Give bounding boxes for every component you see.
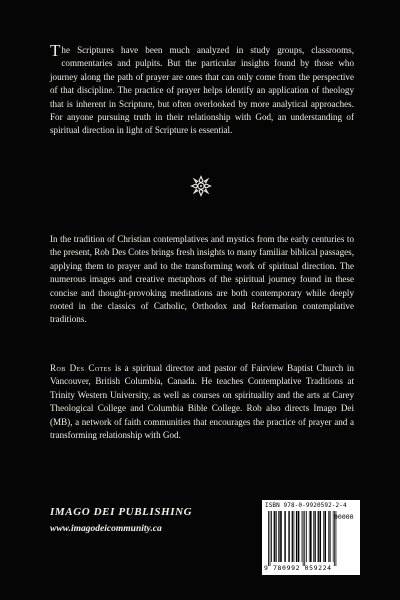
barcode-bar — [313, 511, 314, 562]
barcode-bar — [324, 511, 326, 562]
isbn-barcode — [262, 500, 360, 575]
price-code: 90000 — [334, 513, 354, 521]
barcode-bar — [296, 511, 297, 562]
tradition-paragraph: In the tradition of Christian contemplatives and mystics from the early centuries to the present, Rob Des Cotes brings fresh insights to many familiar biblical passages, applying them to prayer and to the transforming work of spiritual direction. The numerous images and creative metaphors of the spiritual journey found in these concise and thought-provoking meditations are both contemporary while deeply rooted in the classics of Catholic, Orthodox and Reformation contemplative traditions. — [50, 234, 354, 325]
isbn-label: ISBN 978-0-9920592-2-4 — [265, 502, 347, 509]
barcode-bar — [289, 511, 290, 562]
barcode-bar — [271, 511, 272, 562]
barcode-bar — [280, 511, 282, 562]
barcode-bar — [278, 511, 279, 562]
barcode-bar — [310, 511, 312, 562]
author-bio-paragraph — [50, 362, 354, 442]
barcode-bar — [328, 511, 329, 562]
barcode-bar — [285, 511, 286, 562]
intro-paragraph: The Scriptures have been much analyzed in study groups, classrooms, commentaries and pulpits. But the particular insights found by those who journey along the path of prayer are ones that can only come from the perspective of that discipline. The practice of prayer helps identify an application of theology that is inherent in Scripture, but often overlooked by more analytical approaches. For anyone pursuing truth in their relationship with God, an understanding of spiritual direction in light of Scripture is essential. — [50, 41, 354, 136]
publisher-block — [50, 505, 250, 535]
author-bio-text: is a spiritual director and pastor of Fairview Baptist Church in Vancouver, British Columbia, Canada. He teaches Contemplative Traditions at Trinity Western University, as well as courses on spirituality and the arts at Carey Theological College and Columbia Bible College. Rob also directs Imago Dei (MB), a network of faith communities that encourages the practice of prayer and a transforming relationship with God. — [50, 363, 354, 441]
barcode-bar — [288, 511, 289, 562]
barcode-bar — [302, 511, 303, 562]
celtic-knot-ornament-icon — [190, 175, 212, 197]
barcode-bar — [292, 511, 293, 562]
barcode-bar — [323, 511, 324, 562]
barcode-bar — [298, 511, 300, 562]
publisher-name: IMAGO DEI PUBLISHING — [50, 506, 193, 518]
barcode-bar — [284, 511, 285, 562]
barcode-bar — [274, 511, 275, 562]
author-name: Rob Des Cotes — [50, 363, 112, 373]
barcode-bar — [275, 511, 276, 562]
barcode-bar — [319, 511, 321, 562]
barcode-bar — [329, 511, 330, 562]
publisher-url: www.imagodeicommunity.ca — [50, 524, 162, 534]
barcode-bar — [315, 511, 316, 562]
barcode-bar — [306, 511, 307, 562]
barcode-bar — [293, 511, 294, 562]
barcode-digits: 9 780992 059224 — [264, 564, 332, 572]
barcode-bar — [268, 511, 269, 566]
barcode-bar — [309, 511, 310, 562]
barcode-bar — [318, 511, 319, 562]
barcode-bar — [270, 511, 271, 566]
barcode-bar — [303, 511, 304, 566]
barcode-bar — [304, 511, 305, 566]
